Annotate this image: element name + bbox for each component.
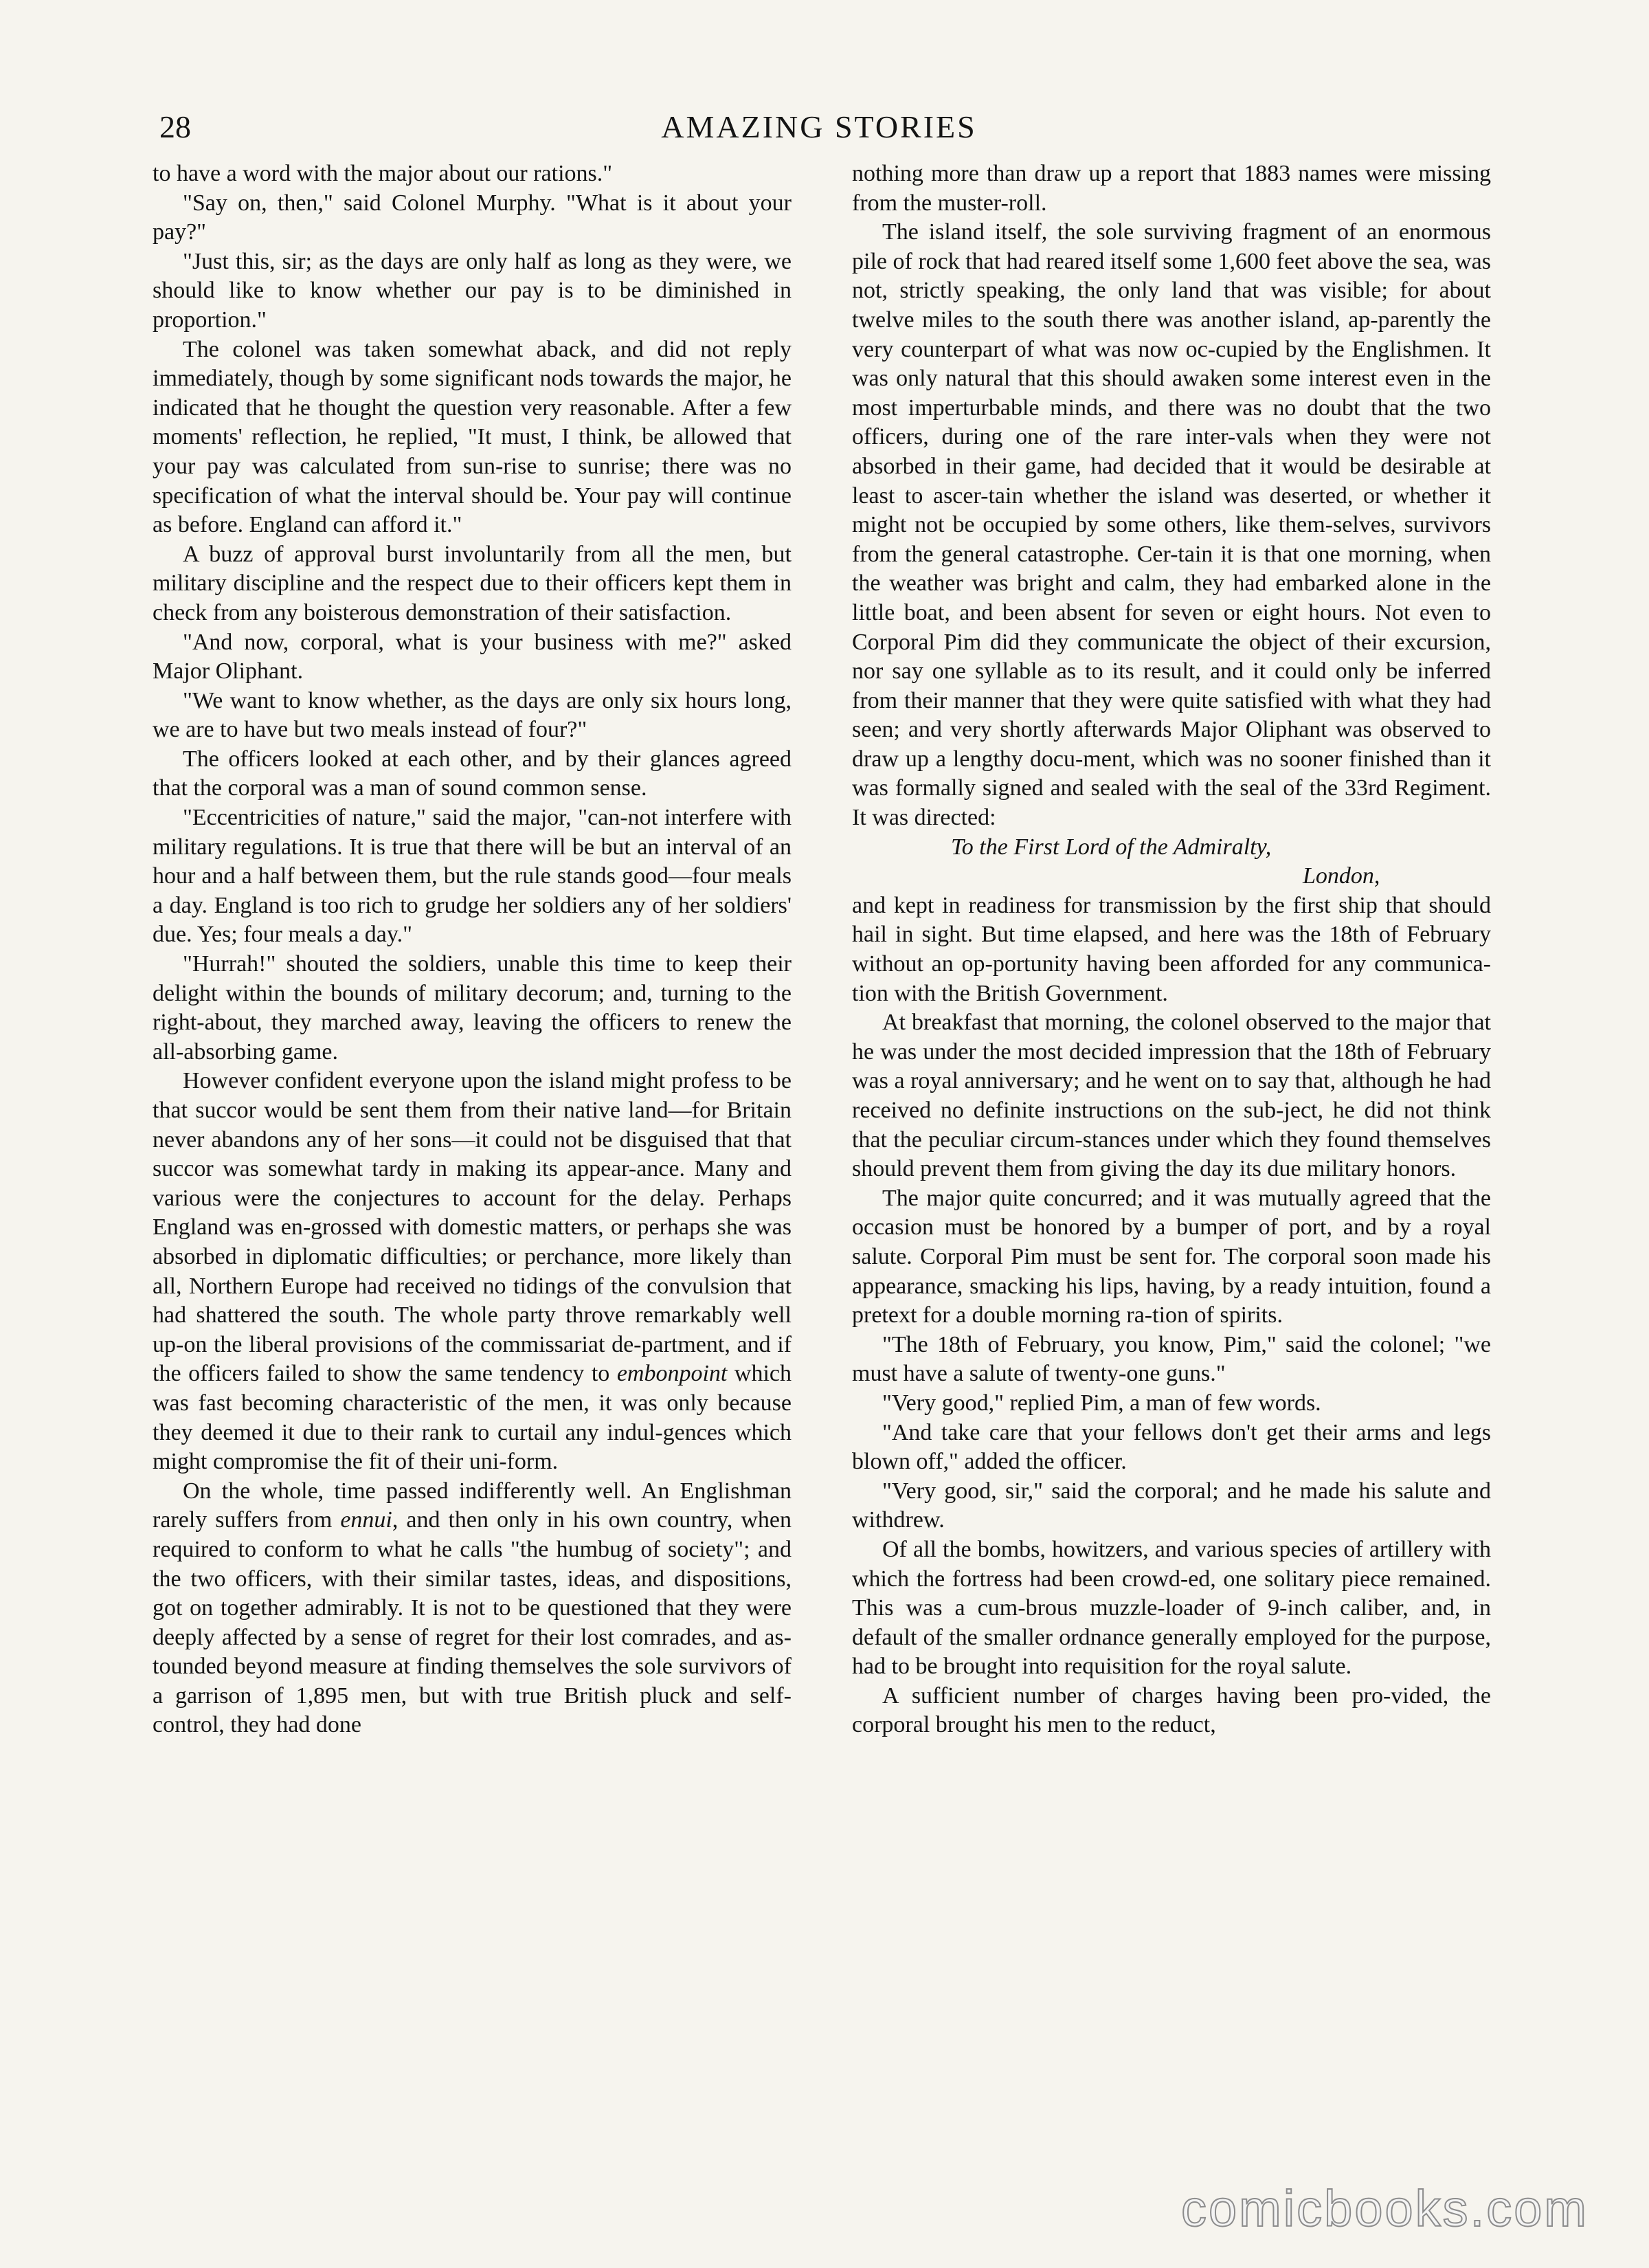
paragraph: "We want to know whether, as the days are only six hours long, we are to have but two meals instead of four?": [153, 687, 792, 743]
paragraph: "Say on, then," said Colonel Murphy. "What is it about your pay?": [153, 190, 792, 245]
paragraph: Of all the bombs, howitzers, and various species of artillery with which the fortress had been crowd-ed, one solitary piece remained. This was a cum-brous muzzle-loader of 9-inch caliber, and, in default of the smaller ordnance generally employed for the purpose, had to be brought into requisition for the royal salute.: [852, 1536, 1491, 1680]
paragraph: On the whole, time passed indifferently well. An Englishman rarely suffers from ennui, and then only in his own country, when required to conform to what he calls "the humbug of society"; and the two officers, with their similar tastes, ideas, and dispositions, got on together admirably. It is not to be questioned that they were deeply affected by a sense of regret for their lost comrades, and as-tounded beyond measure at finding themselves the sole survivors of a garrison of 1,895 men, but with true British pluck and self-control, they had done: [153, 1478, 792, 1738]
magazine-title: AMAZING STORIES: [661, 109, 977, 144]
paragraph: A sufficient number of charges having been pro-vided, the corporal brought his men to the reduct,: [852, 1682, 1491, 1738]
right-text-column: [852, 159, 1491, 1740]
paragraph: "The 18th of February, you know, Pim," said the colonel; "we must have a salute of twenty-one guns.": [852, 1331, 1491, 1387]
paragraph: The colonel was taken somewhat aback, and did not reply immediately, though by some significant nods towards the major, he indicated that he thought the question very reasonable. After a few moments' reflection, he replied, "It must, I think, be allowed that your pay was calculated from sun-rise to sunrise; there was no specification of what the interval should be. Your pay will continue as before. England can afford it.": [153, 336, 792, 538]
watermark: comicbooks.com: [1180, 2180, 1589, 2237]
paragraph: "Hurrah!" shouted the soldiers, unable this time to keep their delight within the bounds of military decorum; and, turning to the right-about, they marched away, leaving the officers to renew the all-absorbing game.: [153, 951, 792, 1065]
paragraph: to have a word with the major about our rations.": [153, 161, 613, 186]
paragraph: At breakfast that morning, the colonel observed to the major that he was under the most decided impression that the 18th of February was a royal anniversary; and he went on to say that, although he had received no definite instructions on the sub-ject, he did not think that the peculiar circum-stances under which they found themselves should prevent them from giving the day its due military honors.: [852, 1010, 1491, 1182]
left-text-column: [153, 159, 792, 1740]
page-header: [159, 104, 1479, 153]
paragraph: "Very good," replied Pim, a man of few words.: [882, 1390, 1321, 1416]
paragraph: "Eccentricities of nature," said the major, "can-not interfere with military regulations. It is true that there will be but an interval of an hour and a half between them, but the rule stands good—four meals a day. England is too rich to grudge her soldiers any of her soldiers' due. Yes; four meals a day.": [153, 805, 792, 948]
address-line-1: To the First Lord of the Admiralty,: [951, 834, 1272, 860]
paragraph: "And take care that your fellows don't get their arms and legs blown off," added the officer.: [852, 1419, 1491, 1475]
paragraph: "Very good, sir," said the corporal; and he made his salute and withdrew.: [852, 1478, 1491, 1533]
paragraph: and kept in readiness for transmission by the first ship that should hail in sight. But time elapsed, and here was the 18th of February without an op-portunity having been afforded for any communica-tion with the British Government.: [852, 892, 1491, 1006]
paragraph: The officers looked at each other, and by their glances agreed that the corporal was a man of sound common sense.: [153, 746, 792, 801]
paragraph: The major quite concurred; and it was mutually agreed that the occasion must be honored by a bumper of port, and by a royal salute. Corporal Pim must be sent for. The corporal soon made his appearance, smacking his lips, having, by a ready intuition, found a pretext for a double morning ra-tion of spirits.: [852, 1185, 1491, 1328]
page-number: 28: [159, 109, 191, 144]
paragraph: "Just this, sir; as the days are only half as long as they were, we should like to know whether our pay is to be diminished in proportion.": [153, 248, 792, 333]
paragraph: nothing more than draw up a report that 1883 names were missing from the muster-roll.: [852, 161, 1491, 216]
paragraph: However confident everyone upon the island might profess to be that succor would be sent them from their native land—for Britain never abandons any of her sons—it could not be disguised that that succor was somewhat tardy in making its appear-ance. Many and various were the conjectures to account for the delay. Perhaps England was en-grossed with domestic matters, or perhaps she was absorbed in diplomatic difficulties; or perchance, more likely than all, Northern Europe had received no tidings of the convulsion that had shattered the south. The whole party throve remarkably well up-on the liberal provisions of the commissariat de-partment, and if the officers failed to show the same tendency to embonpoint which was fast becoming characteristic of the men, it was only because they deemed it due to their rank to curtail any indul-gences which might compromise the fit of their uni-form.: [153, 1068, 792, 1475]
address-block: [852, 833, 1491, 891]
paragraph: A buzz of approval burst involuntarily from all the men, but military discipline and the respect due to their officers kept them in check from any boisterous demonstration of their satisfaction.: [153, 541, 792, 625]
paragraph: The island itself, the sole surviving fragment of an enormous pile of rock that had reared itself some 1,600 feet above the sea, was not, strictly speaking, the only land that was visible; for about twelve miles to the south there was another island, ap-parently the very counterpart of what was now oc-cupied by the Englishmen. It was only natural that this should awaken some interest even in the most imperturbable minds, and there was no doubt that the two officers, during one of the rare inter-vals when they were not absorbed in their game, had decided that it would be desirable at least to ascer-tain whether the island was deserted, or whether it might not be occupied by some others, like them-selves, survivors from the general catastrophe. Cer-tain it is that one morning, when the weather was bright and calm, they had embarked alone in the little boat, and been absent for seven or eight hours. Not even to Corporal Pim did they communicate the object of their excursion, nor say one syllable as to its result, and it could only be inferred from their manner that they were quite satisfied with what they had seen; and very shortly afterwards Major Oliphant was observed to draw up a lengthy docu-ment, which was no sooner finished than it was formally signed and sealed with the seal of the 33rd Regiment. It was directed:: [852, 219, 1491, 831]
paragraph: "And now, corporal, what is your business with me?" asked Major Oliphant.: [153, 629, 792, 685]
address-line-2: London,: [1303, 863, 1380, 889]
